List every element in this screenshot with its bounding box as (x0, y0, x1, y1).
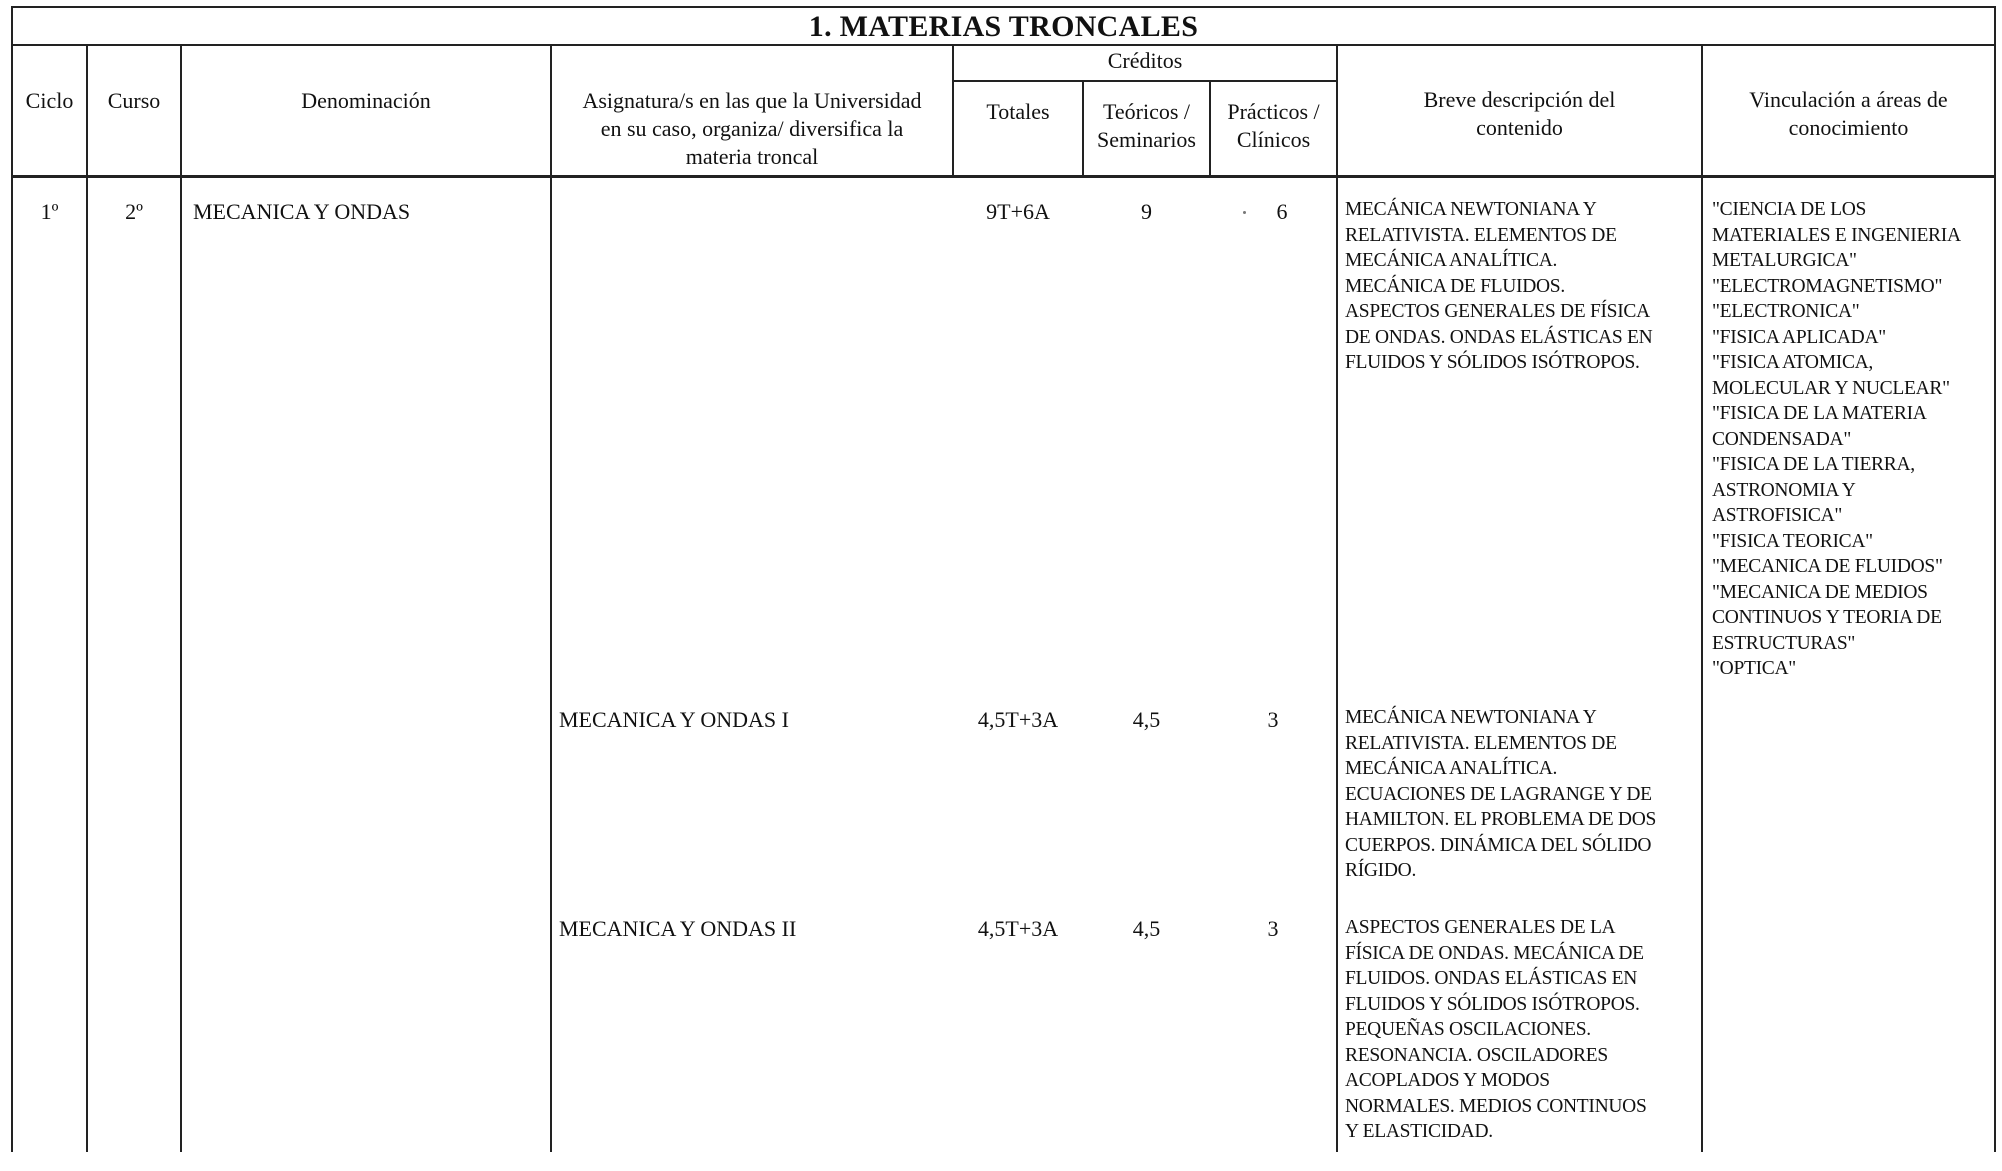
header-descripcion: Breve descripción del contenido (1423, 87, 1616, 140)
creditos-divider (952, 80, 1336, 82)
col-divider-practicos (1336, 44, 1338, 1152)
subject-1-totales: 4,5T+3A (977, 707, 1059, 732)
subject-1-descripcion: MECÁNICA NEWTONIANA Y RELATIVISTA. ELEMENTOS DE MECÁNICA ANALÍTICA. ECUACIONES DE LAGRANGE Y DE HAMILTON. EL PROBLEMA DE DOS CUERPOS. DINÁMICA DEL SÓLIDO RÍGIDO. (1345, 707, 1657, 881)
section-title: 1. MATERIAS TRONCALES (808, 10, 1199, 43)
row-descripcion: MECÁNICA NEWTONIANA Y RELATIVISTA. ELEMENTOS DE MECÁNICA ANALÍTICA. MECÁNICA DE FLUIDOS. ASPECTOS GENERALES DE FÍSICA DE ONDAS. ONDAS ELÁSTICAS EN FLUIDOS Y SÓLIDOS ISÓTROPOS. (1345, 199, 1653, 373)
subject-1-name: MECANICA Y ONDAS I (559, 707, 789, 732)
subject-2-totales: 4,5T+3A (977, 916, 1059, 941)
subject-2-teoricos: 4,5 (1132, 916, 1161, 941)
row-curso: 2º (125, 199, 143, 224)
row-totales: 9T+6A (986, 199, 1050, 224)
table-border-right (1994, 6, 1996, 1152)
scan-speck (1243, 211, 1246, 214)
header-creditos: Créditos (1107, 48, 1183, 73)
header-curso: Curso (107, 88, 161, 113)
header-teoricos: Teóricos / Seminarios (1097, 99, 1196, 152)
row-practicos: 6 (1276, 199, 1288, 224)
row-vinculacion: "CIENCIA DE LOS MATERIALES E INGENIERIA METALURGICA" "ELECTROMAGNETISMO" "ELECTRONICA" "FISICA APLICADA" "FISICA ATOMICA, MOLECULAR Y NUCLEAR" "FISICA DE LA MATERIA CONDENSADA" "FISICA DE LA TIERRA, ASTRONOMIA Y ASTROFISICA" "FISICA TEORICA" "MECANICA DE FLUIDOS" "MECANICA DE MEDIOS CONTINUOS Y TEORIA DE ESTRUCTURAS" "OPTICA" (1712, 199, 1961, 679)
row-teoricos: 9 (1141, 199, 1152, 224)
header-vinculacion: Vinculación a áreas de conocimiento (1749, 87, 1948, 140)
col-divider-descripcion (1701, 44, 1703, 1152)
header-ciclo: Ciclo (25, 88, 74, 113)
header-bottom-rule (11, 175, 1996, 178)
header-asignaturas: Asignatura/s en las que la Universidad en su caso, organiza/ diversifica la materia troncal (582, 88, 922, 169)
row-denominacion: MECANICA Y ONDAS (193, 199, 411, 224)
subject-1-practicos: 3 (1267, 707, 1279, 732)
subject-1-teoricos: 4,5 (1132, 707, 1161, 732)
subject-2-descripcion: ASPECTOS GENERALES DE LA FÍSICA DE ONDAS. MECÁNICA DE FLUIDOS. ONDAS ELÁSTICAS EN FLUIDOS Y SÓLIDOS ISÓTROPOS. PEQUEÑAS OSCILACIONES. RESONANCIA. OSCILADORES ACOPLADOS Y MODOS NORMALES. MEDIOS CONTINUOS Y ELASTICIDAD. (1345, 917, 1647, 1142)
table-border-top (11, 6, 1996, 8)
col-divider-denominacion (550, 44, 552, 1152)
row-ciclo: 1º (40, 199, 59, 224)
header-practicos: Prácticos / Clínicos (1227, 99, 1320, 152)
header-denominacion: Denominación (301, 88, 431, 113)
col-divider-curso (180, 44, 182, 1152)
header-totales: Totales (986, 99, 1050, 124)
table-border-left (11, 6, 13, 1152)
subject-2-name: MECANICA Y ONDAS II (559, 916, 797, 941)
title-divider (11, 44, 1996, 46)
subject-2-practicos: 3 (1267, 916, 1279, 941)
